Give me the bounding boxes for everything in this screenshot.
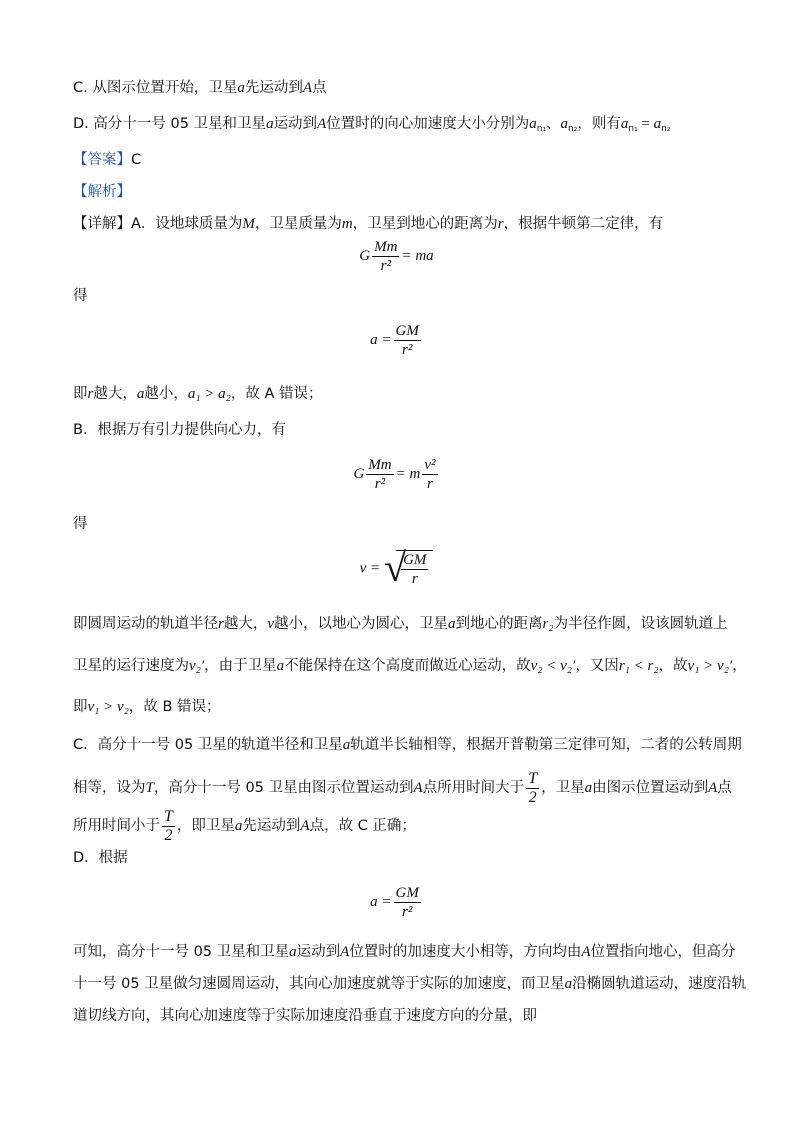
point-a: A [317, 116, 327, 132]
var-an2: a [653, 116, 662, 132]
text: ，即卫星 [176, 818, 235, 834]
numerator: T [164, 807, 173, 825]
var-a: a [237, 80, 245, 96]
numerator: GM [395, 323, 419, 339]
fraction [366, 456, 393, 493]
inequality: r₁ < r₂ [618, 658, 659, 674]
text: ， [732, 658, 747, 674]
var-a: a [448, 616, 456, 632]
text: 点，故 C 正确； [309, 818, 416, 834]
var-v: v [267, 616, 275, 632]
text: 运动到 [273, 116, 318, 132]
answer-line [73, 150, 141, 170]
fraction-t-half [526, 770, 539, 807]
option-d [73, 114, 670, 139]
de-2 [73, 514, 88, 534]
denominator: 2 [528, 788, 537, 806]
fraction [422, 456, 437, 493]
text: B．根据万有引力提供向心力，有 [73, 422, 286, 438]
inequality: v₂ < v₂′ [530, 658, 576, 674]
equation-velocity [0, 545, 793, 590]
lhs: a = [370, 332, 392, 349]
inequality: a₁ > a₂ [187, 386, 231, 402]
text: ，根据牛顿第二定律，有 [503, 216, 664, 232]
mid: = m [395, 466, 421, 483]
detail-b [73, 420, 286, 440]
var-a: a [234, 818, 243, 834]
text: 、 [546, 116, 561, 132]
point-a: A [302, 80, 313, 96]
denominator: r [411, 571, 418, 587]
var-an2: a [560, 116, 569, 132]
text: ，卫星质量为 [254, 216, 342, 232]
analysis-line [73, 182, 131, 202]
text: 位置时的向心加速度大小分别为 [326, 116, 530, 132]
fraction [394, 884, 421, 921]
text: 即 [73, 699, 88, 715]
equation-newton [0, 238, 793, 275]
var-an1: a [529, 116, 537, 132]
text: 越大， [223, 616, 268, 632]
text: ，卫星 [541, 780, 585, 796]
text: 得 [73, 288, 88, 304]
fraction-t-half [162, 808, 175, 845]
denominator: r² [374, 476, 386, 492]
text: 点 [312, 80, 327, 96]
denominator: r² [402, 342, 413, 358]
text: ，故 [658, 658, 688, 674]
text: 越小，以地心为圆心，卫星 [274, 616, 449, 632]
var-a: a [276, 658, 285, 674]
fraction [394, 322, 421, 359]
rhs: = ma [401, 248, 434, 265]
answer-label: 【答案】 [73, 152, 131, 168]
text: 点所用时间大于 [422, 780, 525, 796]
text: ，由于卫星 [204, 658, 277, 674]
text: 越小， [144, 386, 188, 402]
text: 可知，高分十一号 05 卫星和卫星 [73, 944, 290, 960]
equals-sign: = [637, 116, 654, 132]
var-m-upper: M [242, 216, 255, 232]
point-a: A [708, 780, 718, 796]
text: 先运动到 [244, 80, 303, 96]
inequality: v₁ > v₂ [87, 699, 129, 715]
point-a: A [581, 944, 591, 960]
var-r2: r₂ [542, 616, 554, 632]
text: 位置时的加速度大小相等，方向均由 [349, 944, 582, 960]
detail-d [73, 848, 128, 868]
numerator: GM [403, 552, 427, 568]
subscript: n₂ [661, 124, 671, 134]
conclusion-d-2 [73, 974, 746, 994]
var-a: a [289, 944, 297, 960]
text: ，卫星到地心的距离为 [352, 216, 498, 232]
text: 所用时间小于 [73, 818, 160, 834]
text: ，故 B 错误； [128, 699, 221, 715]
numerator: T [528, 769, 538, 787]
denominator: r² [402, 904, 413, 920]
var-a: a [584, 780, 593, 796]
equation-acceleration-2 [0, 884, 793, 921]
velocity-line-3 [73, 697, 221, 717]
conclusion-d-3 [73, 1006, 537, 1026]
velocity-line-1 [73, 614, 728, 634]
text: 十一号 05 卫星做匀速圆周运动，其向心加速度就等于实际的加速度，而卫星 [73, 976, 565, 992]
text: ，又因 [575, 658, 619, 674]
denominator: 2 [164, 826, 173, 844]
text: ，故 A 错误； [230, 386, 323, 402]
subscript: n₁ [536, 124, 547, 134]
var-r: r [218, 616, 224, 632]
numerator: GM [395, 885, 419, 901]
fraction [372, 238, 399, 275]
de-1 [73, 286, 88, 306]
text: 运动到 [296, 944, 341, 960]
point-a: A [340, 944, 350, 960]
text: 卫星的运行速度为 [73, 658, 189, 674]
var-g: G [353, 466, 365, 483]
text: 位置指向地心，但高分 [590, 944, 736, 960]
text: ，则有 [577, 116, 621, 132]
numerator: Mm [368, 457, 392, 473]
detail-a [73, 214, 663, 234]
var-r: r [497, 216, 504, 232]
text: 轨道半长轴相等，根据开普勒第三定律可知，二者的公转周期 [350, 737, 742, 753]
var-v2-prime: v₂′ [189, 658, 205, 674]
text: 先运动到 [242, 818, 301, 834]
detail-c-2 [73, 768, 732, 808]
conclusion-a [73, 384, 323, 404]
equation-centripetal [0, 456, 793, 493]
text: D. 高分十一号 05 卫星和卫星 [73, 116, 267, 132]
lhs: v = [359, 560, 381, 577]
velocity-line-2 [73, 656, 747, 676]
text: 沿椭圆轨道运动，速度沿轨 [572, 976, 747, 992]
text: 点 [717, 780, 732, 796]
radical-icon: √ [384, 545, 407, 590]
text: 即圆周运动的轨道半径 [73, 616, 218, 632]
text: ，高分十一号 05 卫星由图示位置运动到 [153, 780, 414, 796]
point-a: A [413, 780, 423, 796]
text: 得 [73, 516, 88, 532]
option-c [73, 78, 327, 98]
text: 由图示位置运动到 [592, 780, 709, 796]
var-a: a [342, 737, 351, 753]
numerator: v² [424, 457, 436, 473]
text: 【详解】A．设地球质量为 [73, 216, 243, 232]
denominator: r² [380, 258, 391, 274]
text: 即 [73, 386, 88, 402]
lhs: a = [370, 894, 392, 911]
text: C．高分十一号 05 卫星的轨道半径和卫星 [73, 737, 343, 753]
var-t: T [145, 780, 154, 796]
conclusion-d-1 [73, 942, 736, 962]
square-root [384, 545, 433, 590]
detail-c-1 [73, 735, 742, 755]
subscript: n₁ [628, 124, 638, 134]
var-an1: a [620, 116, 629, 132]
subscript: n₂ [568, 124, 578, 134]
var-a: a [136, 386, 145, 402]
point-a: A [300, 818, 310, 834]
numerator: Mm [374, 239, 398, 255]
text: C. 从图示位置开始，卫星 [73, 80, 238, 96]
denominator: r [427, 476, 433, 492]
var-a: a [266, 116, 274, 132]
text: D．根据 [73, 850, 128, 866]
inequality: v₁ > v₂′ [687, 658, 733, 674]
var-m: m [341, 216, 353, 232]
text: 到地心的距离 [455, 616, 543, 632]
answer-value: C [131, 152, 142, 168]
equation-acceleration [0, 322, 793, 359]
var-g: G [359, 248, 371, 265]
var-r: r [87, 386, 94, 402]
text: 道切线方向，其向心加速度等于实际加速度沿垂直于速度方向的分量，即 [73, 1008, 537, 1024]
var-a: a [564, 976, 573, 992]
detail-c-3 [73, 806, 416, 846]
analysis-label: 【解析】 [73, 184, 131, 200]
text: 越大， [93, 386, 137, 402]
text: 不能保持在这个高度而做近心运动，故 [284, 658, 531, 674]
text: 为半径作圆，设该圆轨道上 [553, 616, 728, 632]
text: 相等，设为 [73, 780, 146, 796]
